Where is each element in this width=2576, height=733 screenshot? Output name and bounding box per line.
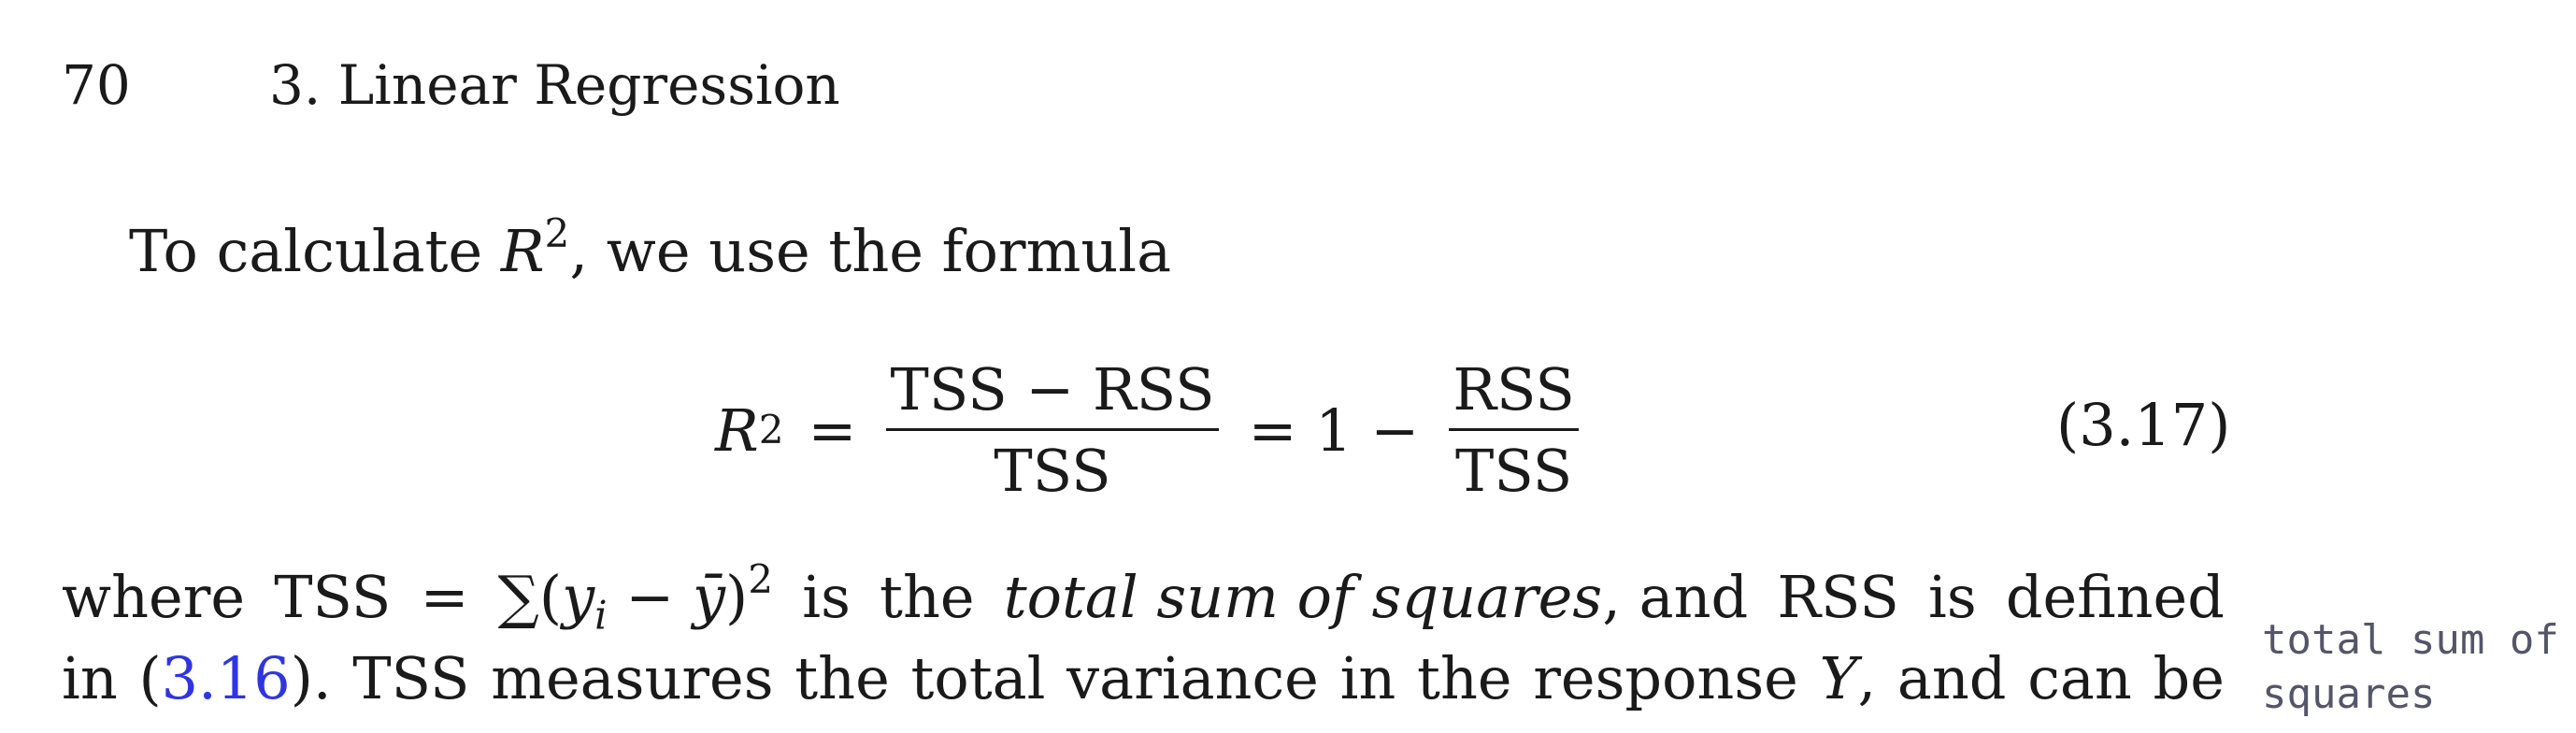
fraction-rss-over-tss bbox=[1449, 354, 1579, 505]
y-var: y bbox=[562, 563, 595, 631]
minus-sign: − bbox=[607, 563, 694, 631]
r-squared-var: R bbox=[500, 217, 545, 285]
word: variance bbox=[1066, 644, 1319, 712]
word: the bbox=[1417, 644, 1512, 712]
intro-suffix: , we use the formula bbox=[569, 217, 1172, 285]
paren-close: ). bbox=[290, 644, 332, 712]
tss-sum-expression bbox=[497, 555, 774, 639]
comma: , bbox=[1857, 644, 1877, 712]
sum-open: ∑( bbox=[497, 563, 563, 631]
margin-note bbox=[2262, 613, 2559, 722]
word: response bbox=[1533, 644, 1798, 712]
i-index: i bbox=[594, 592, 608, 639]
word: where bbox=[62, 563, 246, 631]
equation-link[interactable]: 3.16 bbox=[161, 644, 291, 712]
word: the bbox=[794, 644, 890, 712]
word: is bbox=[1928, 563, 1977, 631]
margin-note-line: total sum of bbox=[2262, 616, 2559, 664]
margin-note-line: squares bbox=[2262, 670, 2436, 718]
term-total-sum-of-squares: total sum of squares bbox=[1003, 563, 1603, 631]
y-var: Y bbox=[1819, 644, 1858, 712]
italic-term bbox=[1003, 563, 1749, 631]
word: RSS bbox=[1777, 563, 1899, 631]
fraction-numerator: RSS bbox=[1449, 361, 1579, 431]
r-squared-equation: R 2 = $\frac{\text{TSS − RSS}}{\text{TSS}}$ = 1 − $\frac{\text{RSS}}{\text{TSS}}$ bbox=[715, 346, 1584, 514]
fraction-numerator: TSS − RSS bbox=[886, 361, 1218, 431]
comma-and: , and bbox=[1602, 563, 1749, 631]
body-text-line bbox=[62, 644, 2225, 712]
fraction-denominator: TSS bbox=[994, 436, 1111, 505]
equation-reference bbox=[138, 644, 332, 712]
body-text-line bbox=[62, 555, 2225, 639]
equals-one-minus: = 1 − bbox=[1248, 395, 1420, 465]
equation-number: (3.17) bbox=[2056, 391, 2231, 459]
word: is bbox=[802, 563, 851, 631]
word: the bbox=[880, 563, 975, 631]
r-squared-exponent: 2 bbox=[544, 209, 570, 256]
response-var bbox=[1819, 644, 1877, 712]
word: in bbox=[62, 644, 118, 712]
page-number: 70 bbox=[62, 53, 131, 117]
chapter-title: 3. Linear Regression bbox=[269, 53, 840, 117]
word: in bbox=[1339, 644, 1396, 712]
word: be bbox=[2153, 644, 2225, 712]
y-bar-var: ȳ bbox=[693, 563, 726, 631]
equals-sign: = bbox=[808, 395, 857, 465]
word: TSS bbox=[352, 644, 470, 712]
paren-open: ( bbox=[138, 644, 162, 712]
fraction-tss-minus-rss bbox=[886, 354, 1218, 505]
word: = bbox=[420, 563, 469, 631]
fraction-denominator: TSS bbox=[1455, 436, 1573, 505]
intro-sentence bbox=[129, 209, 1172, 285]
word: can bbox=[2027, 644, 2132, 712]
intro-prefix: To calculate bbox=[129, 217, 501, 285]
word: defined bbox=[2005, 563, 2225, 631]
square-exponent: 2 bbox=[748, 555, 774, 602]
word: TSS bbox=[274, 563, 392, 631]
word: measures bbox=[491, 644, 774, 712]
equation-lhs-var: R bbox=[715, 395, 759, 465]
word: total bbox=[910, 644, 1046, 712]
word: and bbox=[1896, 644, 2007, 712]
paren-close: ) bbox=[725, 563, 749, 631]
